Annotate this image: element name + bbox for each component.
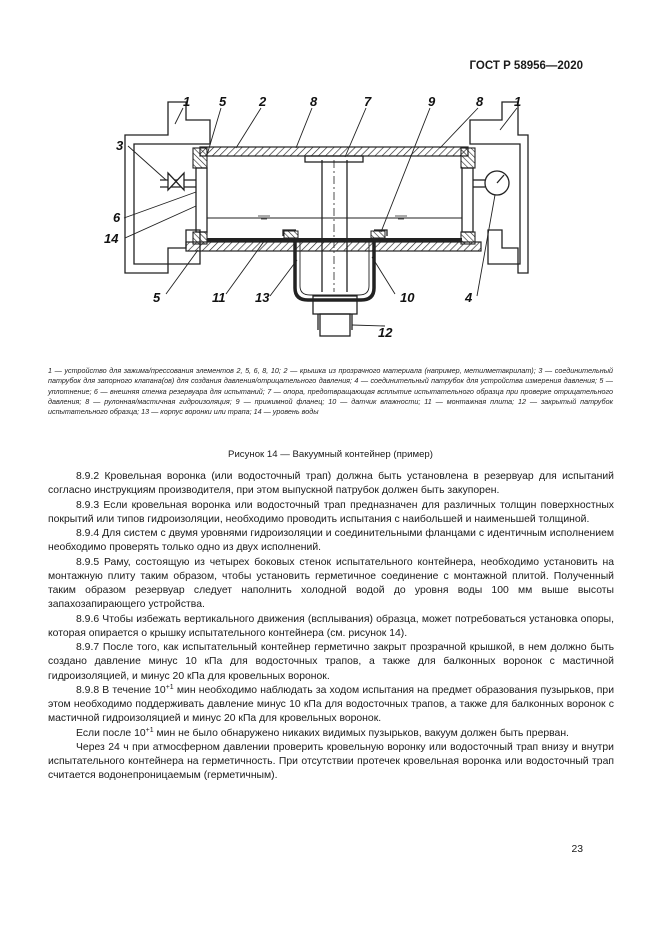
label-2: 2	[259, 94, 267, 109]
mounting-plate	[186, 242, 481, 251]
exponent: +1	[165, 683, 174, 691]
paragraph-no-bubbles	[48, 727, 614, 741]
paragraph-8-9-8	[48, 684, 614, 727]
clamping-flange-right	[371, 231, 385, 238]
label-11: 11	[212, 290, 226, 305]
label-3: 3	[116, 138, 124, 153]
label-9: 9	[428, 94, 436, 109]
seal-bottom-left	[193, 232, 207, 244]
paragraph-no-bubbles-rest: мин не было обнаружено никаких видимых пузырьков, вакуум должен быть прерван.	[153, 727, 569, 739]
paragraph-8-9-5: 8.9.5 Раму, состоящую из четырех боковых стенок испытательного контейнера, необходимо установить на монтажную плиту таким образом, чтобы установить герметичное соединение с монтажной плитой. Полученный таким образом резервуар следует наполнить холодной водой до уровня воды 100 мм выше высоты запахозапирающего устройства.	[48, 556, 614, 611]
paragraph-8-9-4: 8.9.4 Для систем с двумя уровнями гидроизоляции и соединительными фланцами с идентичным исполнением необходимо проверять только одно из двух исполнений.	[48, 528, 614, 554]
paragraph-8-9-8-start: 8.9.8 В течение 10	[76, 684, 166, 696]
label-13: 13	[255, 290, 270, 305]
clamping-flange-left	[284, 231, 298, 238]
label-14: 14	[104, 231, 119, 246]
label-7: 7	[364, 94, 372, 109]
seal-bottom-right	[461, 232, 475, 244]
outer-wall-left	[196, 168, 207, 232]
figure-legend: 1 — устройство для зажима/прессования элементов 2, 5, 6, 8, 10; 2 — крышка из прозрачного материала (например, метилметакрилат); 3 — соединительный патрубок для запорного клапана(ов) для создания давления/отрицательного давления; 4 — соединительный патрубок для устройства измерения давления; 5 — уплотнение; 6 — внешняя стенка резервуара для испытаний; 7 — опора, предотвращающая всплытие испытательного образца при проверке отрицательного давления; 8 — рулонная/мастичная гидроизоляция; 9 — прижимной фланец; 10 — датчик влажности; 11 — монтажная плита; 12 — закрытый патрубок испытательного образца; 13 — корпус воронки или трапа; 14 — уровень воды	[48, 366, 613, 417]
label-1-right: 1	[514, 94, 522, 109]
paragraph-8-9-8-rest: мин необходимо наблюдать за ходом испытания на предмет образования пузырьков, при этом необходимо поддерживать давление минус 10 кПа для водосточных трапов, а также для балконных воронок с мастичной гидроизоляцией и минус 20 кПа для кровельных воронок.	[48, 684, 614, 725]
paragraph-8-9-3: 8.9.3 Если кровельная воронка или водосточный трап предназначен для различных толщин поверхностных покрытий или типов гидроизоляции, необходимо проводить испытания с наибольшей и наименьшей толщиной.	[48, 499, 614, 525]
paragraph-24h-check: Через 24 ч при атмосферном давлении проверить кровельную воронку или водосточный трап внизу и внутри испытательного контейнера на герметичность. При отсутствии протечек кровельная воронка или водосточный трап считается водонепроницаемым (герметичным).	[48, 741, 614, 782]
paragraph-no-bubbles-start: Если после 10	[76, 727, 146, 739]
label-4: 4	[465, 290, 473, 305]
label-8-right: 8	[476, 94, 484, 109]
label-8-top: 8	[310, 94, 318, 109]
transparent-lid	[200, 147, 468, 156]
document-code: ГОСТ Р 58956—2020	[469, 60, 583, 72]
paragraph-8-9-6: 8.9.6 Чтобы избежать вертикального движения (всплывания) образца, может потребоваться установка опоры, которая опирается о крышку испытательного контейнера (см. рисунок 14).	[48, 613, 614, 639]
label-10: 10	[400, 290, 415, 305]
paragraph-8-9-2: 8.9.2 Кровельная воронка (или водосточный трап) должна быть установлена в резервуар для испытаний согласно инструкциям производителя, при этом выпускной патрубок должен быть закупорен.	[48, 471, 614, 497]
vacuum-container-diagram	[100, 85, 570, 355]
outer-wall-right	[462, 168, 473, 232]
label-5-bottom: 5	[153, 290, 161, 305]
body-text	[48, 470, 614, 784]
paragraph-8-9-7: 8.9.7 После того, как испытательный контейнер герметично закрыт прозрачной крышкой, в нем должно быть создано давление минус 10 кПа для водосточных трапов, а также для балконных воронок с мастичной гидроизоляцией, и минус 20 кПа для кровельных воронок.	[48, 642, 614, 682]
seal-top-right	[461, 148, 475, 168]
label-12: 12	[378, 325, 393, 340]
label-1-left: 1	[183, 94, 191, 109]
page-number: 23	[571, 844, 583, 855]
label-6: 6	[113, 210, 121, 225]
exponent: +1	[145, 726, 154, 734]
figure-caption: Рисунок 14 — Вакуумный контейнер (пример)	[228, 449, 433, 460]
seal-top-left	[193, 148, 207, 168]
waterproofing-membrane	[207, 238, 462, 242]
label-5-top: 5	[219, 94, 227, 109]
